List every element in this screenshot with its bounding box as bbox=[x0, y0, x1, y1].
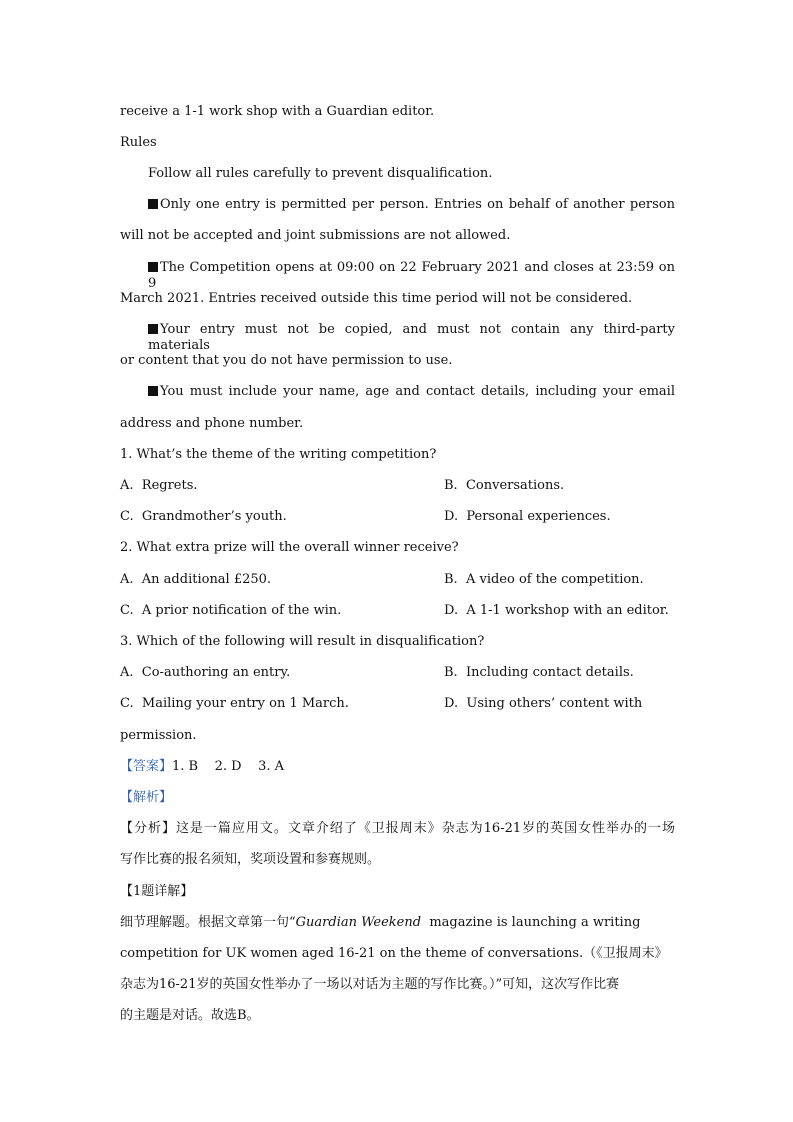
question-2-option-d: D. A 1-1 workshop with an editor. bbox=[444, 603, 669, 618]
rule-item-4-line1: You must include your name, age and contact details, including your email bbox=[148, 384, 675, 400]
answer-label: 【答案】 bbox=[120, 759, 173, 774]
analysis-label: 【解析】 bbox=[120, 790, 173, 805]
rules-lead: Follow all rules carefully to prevent disqualification. bbox=[148, 166, 493, 181]
bullet-square-icon bbox=[148, 386, 158, 396]
q1-detail-line3: 杂志为16-21岁的英国女性举办了一场以对话为主题的写作比赛。）”可知，这次写作比赛 bbox=[120, 977, 620, 992]
q1-detail-line4: 的主题是对话。故选B。 bbox=[120, 1008, 260, 1023]
question-3-option-d: D. Using others’ content with bbox=[444, 696, 643, 711]
rule-item-3-line2: or content that you do not have permission to use. bbox=[120, 353, 453, 368]
question-3-option-d-cont: permission. bbox=[120, 728, 197, 743]
question-2-option-b: B. A video of the competition. bbox=[444, 572, 644, 587]
question-1-stem: 1. What’s the theme of the writing competition? bbox=[120, 447, 437, 462]
question-1-option-d: D. Personal experiences. bbox=[444, 509, 611, 524]
question-1-option-a: A. Regrets. bbox=[120, 478, 198, 493]
rule-item-1-line2: will not be accepted and joint submissions are not allowed. bbox=[120, 228, 511, 243]
question-1-option-c: C. Grandmother’s youth. bbox=[120, 509, 287, 524]
rule-item-2-line1: The Competition opens at 09:00 on 22 February 2021 and closes at 23:59 on 9 bbox=[148, 260, 675, 291]
question-3-option-b: B. Including contact details. bbox=[444, 665, 634, 680]
question-3-stem: 3. Which of the following will result in disqualification? bbox=[120, 634, 485, 649]
rule-item-3-line1: Your entry must not be copied, and must not contain any third-party materials bbox=[148, 322, 675, 353]
bullet-square-icon bbox=[148, 324, 158, 334]
rule-item-2-line2: March 2021. Entries received outside this time period will not be considered. bbox=[120, 291, 633, 306]
q1-detail-heading: 【1题详解】 bbox=[120, 884, 194, 899]
question-1-option-b: B. Conversations. bbox=[444, 478, 565, 493]
question-2-option-c: C. A prior notification of the win. bbox=[120, 603, 342, 618]
fenxi-line1: 【分析】这是一篇应用文。文章介绍了《卫报周末》杂志为16-21岁的英国女性举办的一场 bbox=[120, 821, 675, 836]
rule-item-1-line1: Only one entry is permitted per person. Entries on behalf of another person bbox=[148, 197, 675, 213]
bullet-square-icon bbox=[148, 199, 158, 209]
answer-text: 1. B 2. D 3. A bbox=[172, 759, 285, 774]
question-3-option-c: C. Mailing your entry on 1 March. bbox=[120, 696, 349, 711]
intro-tail: receive a 1-1 work shop with a Guardian editor. bbox=[120, 104, 435, 119]
fenxi-line2: 写作比赛的报名须知，奖项设置和参赛规则。 bbox=[120, 852, 381, 867]
rules-heading: Rules bbox=[120, 135, 157, 150]
rule-item-4-line2: address and phone number. bbox=[120, 416, 304, 431]
answer-line bbox=[120, 759, 284, 775]
question-2-stem: 2. What extra prize will the overall winner receive? bbox=[120, 540, 459, 555]
q1-detail-line2: competition for UK women aged 16-21 on the theme of conversations.（《卫报周末》 bbox=[120, 946, 668, 961]
bullet-square-icon bbox=[148, 262, 158, 272]
q1-detail-line1: 细节理解题。根据文章第一句“Guardian Weekend magazine is launching a writing bbox=[120, 915, 641, 930]
question-2-option-a: A. An additional £250. bbox=[120, 572, 272, 587]
question-3-option-a: A. Co-authoring an entry. bbox=[120, 665, 291, 680]
